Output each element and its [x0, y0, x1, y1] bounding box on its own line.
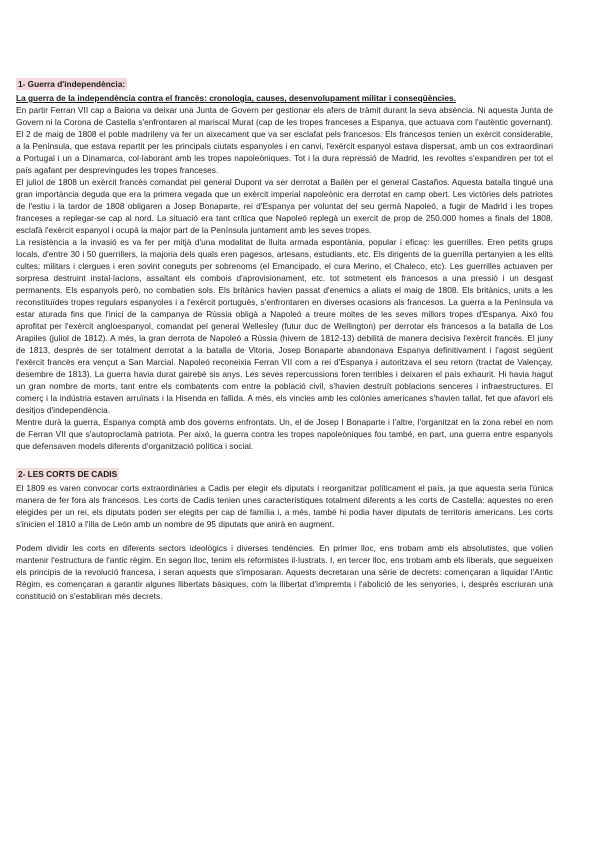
section1-paragraph-1: En partir Ferran VII cap a Baiona va deixar una Junta de Govern per gestionar els afers de tràmit durant la seva absència. Ni aquesta Junta de Govern ni la Corona de Castella s'enfrontaren al mariscal Murat (cap de les tropes franceses a Espanya, que actuava com l'autèntic governant). El 2 de maig de 1808 el poble madrileny va fer un aixecament que va ser esclafat pels francesos. Els francesos tenien un exèrcit considerable, a la Península, que estava repartit per les principals ciutats espanyoles i en canvi, l'exèrcit espanyol estava dispersat, amb un cos extraordinari a Portugal i un a Dinamarca, col·laborant amb les tropes napoleòniques. Tot i la dura repressió de Madrid, les revoltes s'expandiren per tot el país agafant per desprevingudes les tropes franceses. — [16, 105, 553, 175]
section1-paragraph-2: El juliol de 1808 un exèrcit francès comandat pel general Dupont va ser derrotat a Bailén per el general Castaños. Aquesta batalla tingué una gran importància deguda que era la primera vegada que un exèrcit imperial napoleònic era derrotat en camp obert. Les victòries dels patriotes de l'estiu i la tardor de 1808 obligaren a Josep Bonaparte, rei d'Espanya per voluntat del seu germà Napoleó, a fugir de Madrid i les tropes franceses a replegar-se cap al nord. La situació era tant crítica que Napoleó replegà un exercit de prop de 250.000 homes a finals del 1808, esclafà l'exèrcit espanyol i ocupà la major part de la Península juntament amb les seves tropes. — [16, 177, 553, 235]
section2-paragraph-1: El 1809 es varen convocar corts extraordinàries a Cadis per elegir els diputats i reorganitzar políticament el país, ja que aquesta seria l'única manera de fer fora als francesos. Les corts de Cadis tenien unes característiques totalment diferents a les corts de Castella: aquestes no eren elegides per un rei, els diputats poden ser elegits per cap de família i, a més, també hi podia haver diputats de territoris americans. Les corts s'inicien el 1810 a l'illa de León amb un nombre de 95 diputats que anirà en augment. — [16, 483, 553, 529]
section1-subtitle: La guerra de la independència contra el francès: cronologia, causes, desenvolupament militar i conseqüències. — [16, 93, 456, 103]
section1-paragraph-3: La resistència a la invasió es va fer per mitjà d'una modalitat de lluita armada espontània, popular i eficaç: les guerrilles. Eren petits grups locals, d'entre 30 i 50 guerrillers, la majoria dels quals eren pagesos, artesans, estudiants, etc. Els dirigents de la guerrilla pertanyien a les elits cultes: militars i clergues i eren sovint coneguts per sobrenoms (el Emancipado, el cura Merino, el Chaleco, etc). Les guerrilles actuaven per sorpresa destruint instal·lacions, assaltant els combois d'aprovisionament, etc. tot sotmetent els francesos a una pressió i un desgast permanents. Els espanyols però, no combatien sols. Els britànics havien passat d'enemics a aliats el maig de 1808. Els britànics, units a les reconstituïdes tropes regulars espanyoles i a l'exèrcit portuguès, s'enfrontaren en diverses ocasions als francesos. La guerra a la Península va estar aturada fins que l'inici de la campanya de Rússia obligà a Napoleó a treure moltes de les seves millors tropes d'Espanya. Això fou aprofitat per l'exèrcit angloespanyol, comandat pel general Wellesley (futur duc de Wellington) per derrotar els francesos a la batalla de Los Arapiles (juliol de 1812). A més, la gran derrota de Napoleó a Rússia (hivern de 1812-13) debilità de manera decisiva l'exèrcit francès. El juny de 1813, després de ser totalment derrotat a la batalla de Vitoria, Josep Bonaparte abandonava Espanya definitivament i l'agost següent l'exèrcit francès era vençut a San Marcial. Napoleó reconeixia Ferran VII com a rei d'Espanya i autoritzava el seu retorn (tractat de Valençay, desembre de 1813). La guerra havia durat gairebé sis anys. Les seves repercussions foren terribles i deixaren el país exhaurit. Hi havia hagut un gran nombre de morts, tant entre els combatents com entre la població civil, s'havien destruït poblacions senceres i infraestructures. El comerç i la indústria estaven arruïnats i la Hisenda en fallida. A més, els vincles amb les colònies americanes s'havien tallat, fet que afavorí els desitjos d'independència. — [16, 237, 553, 415]
section1-heading-row — [16, 74, 553, 92]
section-spacer — [16, 452, 553, 464]
section2-heading: 2- LES CORTS DE CADIS — [18, 469, 118, 479]
section2-paragraph-2: Podem dividir les corts en diferents sectors ideològics i diverses tendències. En primer lloc, ens trobam amb els absolutistes, que volien mantenir l'estructura de l'antic règim. En segon lloc, tenim els reformistes il·lustrats. I, en tercer lloc, ens trobam amb els liberals, que segueixen els principis de la revolució francesa, i seran aquests que s'imposaran. Aquests decretaran una sèrie de decrets: començaran a liquidar l'Antic Règim, es començaran a garantir algunes llibertats bàsiques, com la llibertat d'impremta i l'abolició de les senyories, i, després escriuran una constitució on s'establiran més decrets. — [16, 543, 553, 601]
section-corts-de-cadis — [16, 464, 553, 602]
section-guerra-independencia — [16, 74, 553, 452]
section2-heading-row — [16, 464, 553, 482]
section1-paragraph-4: Mentre durà la guerra, Espanya comptà amb dos governs enfrontats. Un, el de Josep I Bonaparte i l'altre, l'organitzat en la zona rebel en nom de Ferran VII que s'autoproclamà patriota. Per això, la guerra contra les tropes napoleòniques fou també, en part, una guerra entre espanyols que defensaven models diferents d'organització política i social. — [16, 417, 553, 451]
section1-heading: 1- Guerra d'independència: — [18, 79, 126, 89]
paragraph-spacer — [16, 530, 553, 542]
